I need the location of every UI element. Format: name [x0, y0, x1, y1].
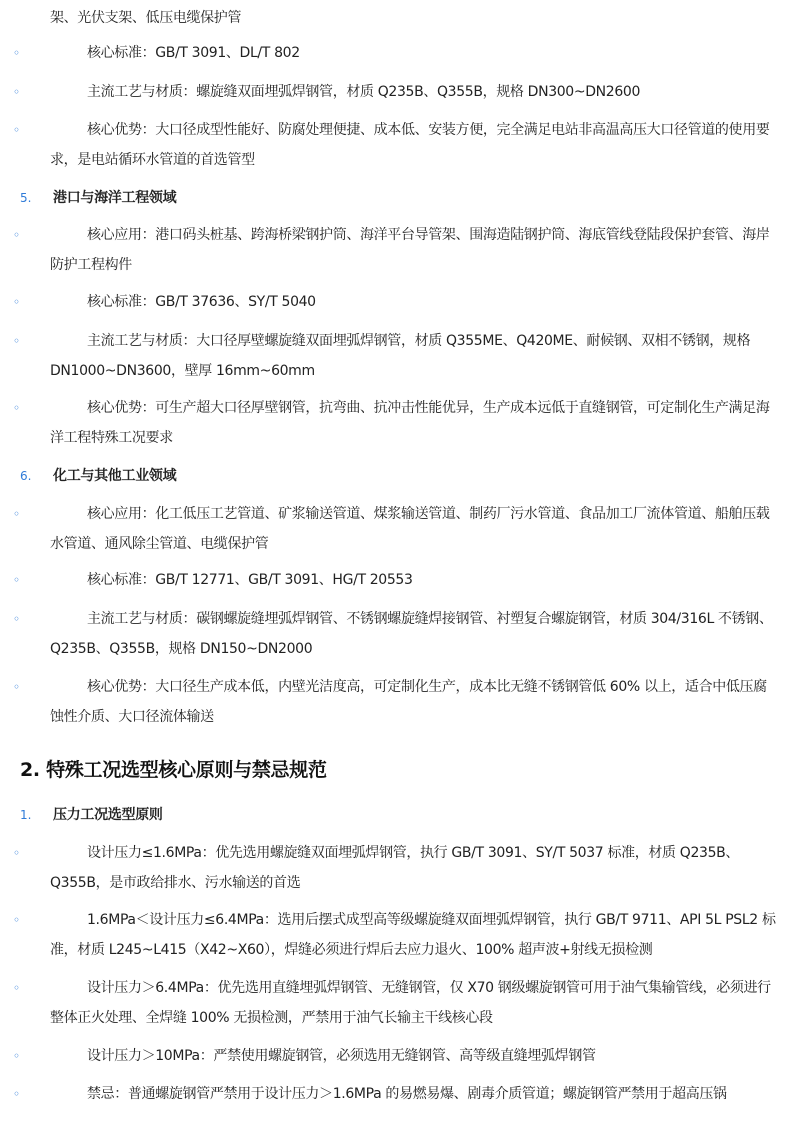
- bullet-icon: ◦: [13, 295, 20, 309]
- bullet-icon: ◦: [13, 981, 20, 995]
- list-item-text: 核心优势：可生产超大口径厚壁钢管，抗弯曲、抗冲击性能优异，生产成本远低于直缝钢管，可定制化生产满足海洋工程特殊工况要求: [50, 400, 770, 446]
- section-heading: 港口与海洋工程领域: [53, 190, 177, 206]
- list-item-text: 禁忌：普通螺旋钢管严禁用于设计压力＞1.6MPa 的易燃易爆、剧毒介质管道；螺旋钢管严禁用于超高压锅: [87, 1086, 727, 1102]
- list-item: [13, 393, 778, 453]
- list-item-text: 核心标准：GB/T 37636、SY/T 5040: [87, 294, 316, 310]
- list-item: [13, 220, 778, 280]
- list-item-text: 主流工艺与材质：碳钢螺旋缝埋弧焊钢管、不锈钢螺旋缝焊接钢管、衬塑复合螺旋钢管，材质 304/316L 不锈钢、Q235B、Q355B，规格 DN150~DN2000: [50, 611, 773, 657]
- list-item-text: 主流工艺与材质：大口径厚壁螺旋缝双面埋弧焊钢管，材质 Q355ME、Q420ME、耐候钢、双相不锈钢，规格 DN1000~DN3600，壁厚 16mm~60mm: [50, 333, 751, 379]
- bullet-icon: ◦: [13, 913, 20, 927]
- list-item: [13, 565, 778, 595]
- list-item: [13, 38, 778, 68]
- list-item: [13, 287, 778, 317]
- section-number: 6.: [20, 469, 32, 483]
- bullet-icon: ◦: [13, 507, 20, 521]
- section-heading: 化工与其他工业领域: [53, 468, 177, 484]
- list-item: [13, 604, 778, 664]
- bullet-icon: ◦: [13, 1049, 20, 1063]
- list-item-text: 核心应用：港口码头桩基、跨海桥梁钢护筒、海洋平台导管架、围海造陆钢护筒、海底管线登陆段保护套管、海岸防护工程构件: [50, 227, 770, 273]
- list-item-text: 设计压力＞10MPa：严禁使用螺旋钢管，必须选用无缝钢管、高等级直缝埋弧焊钢管: [87, 1048, 596, 1064]
- bullet-icon: ◦: [13, 846, 20, 860]
- list-item: [13, 1041, 778, 1071]
- bullet-icon: ◦: [13, 123, 20, 137]
- bullet-icon: ◦: [13, 46, 20, 60]
- list-item-text: 核心优势：大口径生产成本低，内壁光洁度高，可定制化生产，成本比无缝不锈钢管低 60% 以上，适合中低压腐蚀性介质、大口径流体输送: [50, 679, 767, 725]
- list-item-text: 主流工艺与材质：螺旋缝双面埋弧焊钢管，材质 Q235B、Q355B，规格 DN300~DN2600: [87, 84, 641, 100]
- list-item-text: 核心标准：GB/T 12771、GB/T 3091、HG/T 20553: [87, 572, 413, 588]
- list-item-text: 设计压力≤1.6MPa：优先选用螺旋缝双面埋弧焊钢管，执行 GB/T 3091、SY/T 5037 标准，材质 Q235B、Q355B，是市政给排水、污水输送的首选: [50, 845, 740, 891]
- text-continuation: 架、光伏支架、低压电缆保护管: [50, 10, 242, 26]
- bullet-icon: ◦: [13, 228, 20, 242]
- section-title: 2. 特殊工况选型核心原则与禁忌规范: [20, 759, 327, 781]
- bullet-icon: ◦: [13, 612, 20, 626]
- bullet-icon: ◦: [13, 680, 20, 694]
- list-item: [13, 1079, 778, 1109]
- list-item: [13, 77, 778, 107]
- section-heading: 压力工况选型原则: [53, 807, 163, 823]
- list-item-text: 核心应用：化工低压工艺管道、矿浆输送管道、煤浆输送管道、制药厂污水管道、食品加工厂流体管道、船舶压载水管道、通风除尘管道、电缆保护管: [50, 506, 770, 552]
- bullet-icon: ◦: [13, 573, 20, 587]
- bullet-icon: ◦: [13, 401, 20, 415]
- list-item: [13, 672, 778, 732]
- bullet-icon: ◦: [13, 334, 20, 348]
- list-item-text: 设计压力＞6.4MPa：优先选用直缝埋弧焊钢管、无缝钢管，仅 X70 钢级螺旋钢管可用于油气集输管线，必须进行整体正火处理、全焊缝 100% 无损检测，严禁用于油气长输主干线核心段: [50, 980, 771, 1026]
- list-item: [13, 499, 778, 559]
- list-item: [13, 115, 778, 175]
- section-number: 5.: [20, 191, 32, 205]
- section-number: 1.: [20, 808, 32, 822]
- list-item: [13, 838, 778, 898]
- list-item-text: 核心标准：GB/T 3091、DL/T 802: [87, 45, 300, 61]
- bullet-icon: ◦: [13, 1087, 20, 1101]
- list-item-text: 1.6MPa＜设计压力≤6.4MPa：选用后摆式成型高等级螺旋缝双面埋弧焊钢管，执行 GB/T 9711、API 5L PSL2 标准，材质 L245~L415（X42~X60），焊缝必须进行焊后去应力退火、100% 超声波+射线无损检测: [50, 912, 776, 958]
- list-item: [13, 326, 778, 386]
- bullet-icon: ◦: [13, 85, 20, 99]
- list-item-text: 核心优势：大口径成型性能好、防腐处理便捷、成本低、安装方便，完全满足电站非高温高压大口径管道的使用要求，是电站循环水管道的首选管型: [50, 122, 770, 168]
- list-item: [13, 905, 778, 965]
- list-item: [13, 973, 778, 1033]
